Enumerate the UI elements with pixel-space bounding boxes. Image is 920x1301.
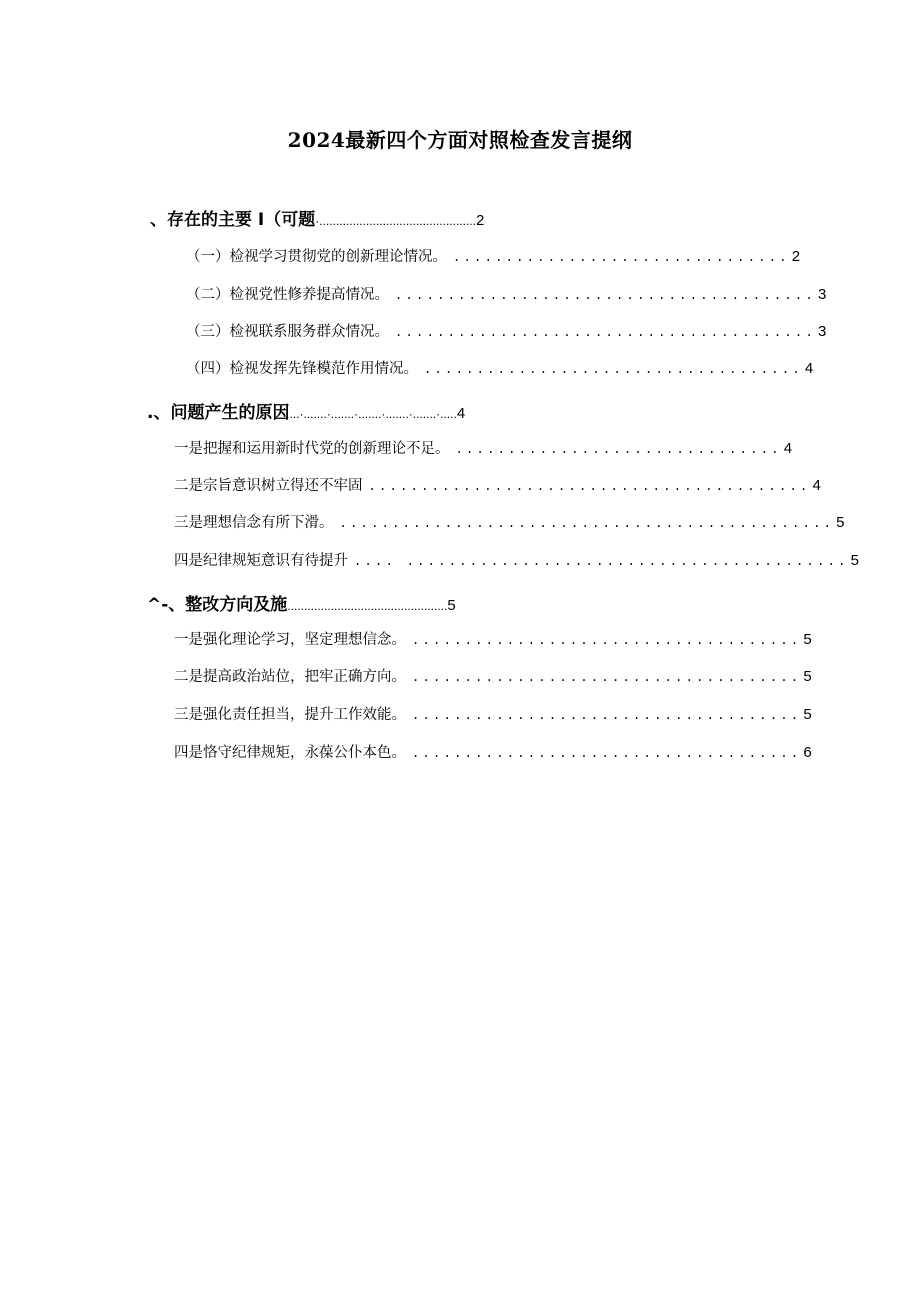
toc-item-label: 三是理想信念有所下滑。	[174, 515, 334, 531]
toc-leader: ..........................................	[368, 479, 811, 493]
toc-leader: ·...............................................	[315, 214, 476, 228]
toc-item[interactable]	[186, 357, 814, 378]
toc-item-label: 四是纪律规矩意识有待提升	[174, 553, 348, 569]
toc-page-number: 4	[456, 405, 466, 422]
toc-item-label: （四）检视发挥先锋模范作用情况。	[186, 361, 418, 377]
toc-item-label: 二是宗旨意识树立得还不牢固	[174, 478, 363, 494]
toc-item-label: （一）检视学习贯彻党的创新理论情况。	[186, 249, 447, 265]
toc-item[interactable]	[174, 628, 812, 649]
toc-item[interactable]	[174, 511, 845, 532]
toc-page-number: 3	[817, 286, 827, 303]
toc-page-number: 5	[803, 668, 812, 685]
toc-item-label: 一是把握和运用新时代党的创新理论不足。	[174, 441, 450, 457]
toc-item[interactable]	[174, 665, 812, 686]
toc-item[interactable]	[174, 474, 821, 495]
toc-page-number: 5	[803, 631, 812, 648]
toc-leader: ....................................	[424, 362, 803, 376]
toc-leader: ...............................	[455, 442, 782, 456]
toc-item-label: 二是提高政治站位，把牢正确方向。	[174, 669, 406, 685]
toc-leader: .....................................	[412, 670, 802, 684]
toc-page-number: 2	[791, 248, 801, 265]
toc-leader: ................................	[453, 250, 790, 264]
toc-item-label: 三是强化责任担当，提升工作效能。	[174, 707, 406, 723]
toc-item[interactable]	[174, 703, 812, 724]
toc-item[interactable]	[186, 245, 801, 266]
toc-leader: ...............................................	[339, 516, 835, 530]
toc-page-number: 4	[783, 440, 793, 457]
toc-page-number: 5	[803, 706, 812, 723]
toc-page-number: 6	[803, 744, 812, 761]
toc-leader: .... ..........................................	[354, 554, 849, 568]
toc-page-number: 4	[804, 360, 814, 377]
document-title: 2024最新四个方面对照检查发言提纲	[287, 128, 633, 152]
toc-page-number: 5	[850, 552, 859, 569]
toc-leader: ........................................	[395, 325, 816, 339]
toc-section-3[interactable]	[147, 590, 456, 615]
toc-item[interactable]	[186, 320, 827, 341]
toc-leader: ...·.......·.......·.......·.......·.......·.....	[289, 407, 457, 421]
toc-item[interactable]	[186, 283, 827, 304]
toc-page-number: 2	[475, 212, 485, 229]
toc-page-number: 5	[836, 514, 845, 531]
toc-section-2[interactable]	[147, 398, 465, 423]
toc-item-label: 四是恪守纪律规矩，永葆公仆本色。	[174, 745, 406, 761]
toc-item-label: 一是强化理论学习，坚定理想信念。	[174, 632, 406, 648]
toc-page-number: 3	[817, 323, 827, 340]
toc-page-number: 4	[812, 477, 821, 494]
toc-leader: ................................................	[287, 599, 448, 613]
toc-item[interactable]	[174, 437, 793, 458]
toc-section-1[interactable]	[150, 205, 484, 230]
toc-section-label: .、问题产生的原因	[147, 403, 290, 423]
toc-leader: .....................................	[412, 633, 802, 647]
toc-section-label: 、存在的主要 I（可题	[150, 210, 316, 230]
toc-item[interactable]	[174, 549, 859, 570]
toc-item-label: （三）检视联系服务群众情况。	[186, 324, 389, 340]
toc-leader: .....................................	[412, 708, 802, 722]
toc-item[interactable]	[174, 741, 812, 762]
toc-leader: .....................................	[412, 746, 802, 760]
toc-section-label: ^-、整改方向及施	[147, 595, 288, 615]
toc-item-label: （二）检视党性修养提高情况。	[186, 287, 389, 303]
toc-page-number: 5	[447, 597, 456, 614]
toc-leader: ........................................	[395, 288, 816, 302]
